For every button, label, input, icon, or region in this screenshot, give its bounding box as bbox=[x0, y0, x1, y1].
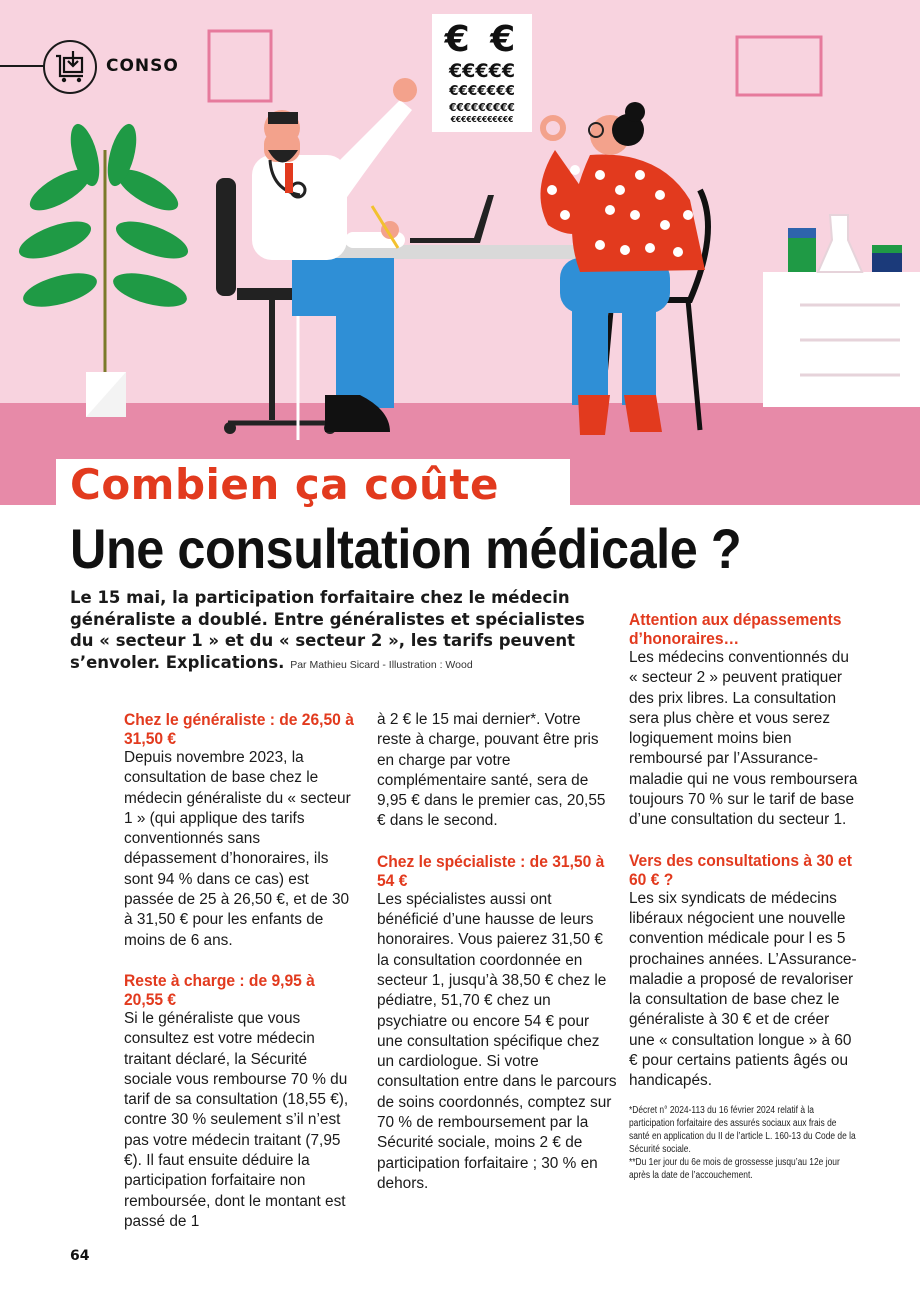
title-kicker: Combien ça coûte bbox=[70, 460, 499, 509]
column-3 bbox=[629, 610, 859, 1182]
author-credit: Par Mathieu Sicard - Illustration : Wood bbox=[290, 658, 473, 671]
section-heading: Reste à charge : de 9,95 à 20,55 € bbox=[124, 970, 315, 1009]
section-heading: Chez le spécialiste : de 31,50 à 54 € bbox=[377, 851, 605, 890]
section-body: Depuis novembre 2023, la consultation de base chez le médecin généraliste du « secteur 1 » (qui applique des tarifs conventionnés sans dépassement d’honoraires, ils sont 94 % dans ce cas) est passée de 25 à 26,50 €, et de 30 à 31,50 € pour les enfants de moins de 6 ans. bbox=[124, 749, 351, 949]
eye-chart-row: €€€€€€€€€ bbox=[449, 102, 515, 113]
footnote: *Décret n° 2024-113 du 16 février 2024 relatif à la participation forfaitaire des assurés sociaux aux frais de santé en application du II de l’article L. 160-13 du Code de la Sécurité sociale. bbox=[629, 1104, 856, 1155]
section-rule bbox=[0, 65, 44, 67]
section-body: Les médecins conventionnés du « secteur 2 » peuvent pratiquer des prix libres. La consultation sera plus chère et vous serez logiquement moins bien remboursé par l’Assurance-maladie qui ne vous remboursera toujours 70 % sur le tarif de base d’une consultation du secteur 1. bbox=[629, 649, 858, 829]
lead-text: Le 15 mai, la participation forfaitaire chez le médecin généraliste a doublé. Entre généralistes et spécialistes du « secteur 1 » et du « secteur 2 », les tarifs peuvent s’envoler. Explications. bbox=[70, 588, 585, 672]
lead-paragraph bbox=[70, 587, 600, 676]
footnote: **Du 1er jour du 6e mois de grossesse jusqu’au 12e jour après la date de l’accouchement. bbox=[629, 1156, 840, 1181]
section-body: Les six syndicats de médecins libéraux négocient une nouvelle convention médicale pour l es 5 prochaines années. L’Assurance-maladie a proposé de revaloriser la consultation de base chez le généraliste à 30 € et de créer une « consultation longue » à 60 € pour certains patients âgés ou handicapés. bbox=[629, 889, 857, 1090]
section-heading: Chez le généraliste : de 26,50 à 31,50 € bbox=[124, 710, 354, 748]
eye-chart-row: €€€€€€€€€€€€ bbox=[450, 116, 514, 124]
column-1 bbox=[124, 710, 356, 1232]
section-heading: Vers des consultations à 30 et 60 € ? bbox=[629, 850, 852, 889]
section-body: à 2 € le 15 mai dernier*. Votre reste à charge, pouvant être pris en charge par votre complémentaire santé, sera de 9,95 € dans le premier cas, 20,55 € dans le second. bbox=[377, 711, 606, 830]
page-number: 64 bbox=[70, 1248, 90, 1264]
footnotes bbox=[629, 1104, 858, 1182]
eye-chart-row: €€€€€ bbox=[448, 62, 516, 81]
page-title: Une consultation médicale ? bbox=[70, 517, 742, 580]
section-label: CONSO bbox=[106, 56, 179, 76]
eye-chart-sign bbox=[432, 14, 532, 132]
eye-chart-row: € € bbox=[444, 22, 520, 58]
section-body: Les spécialistes aussi ont bénéficié d’une hausse de leurs honoraires. Vous paierez 31,50 € la consultation coordonnée en secteur 1, jusqu’à 38,50 € chez le pédiatre, 51,70 € chez un psychiatre ou encore 54 € pour une consultation spécifique chez un cardiologue. Si votre consultation entre dans le parcours de soins coordonnés, comptez sur 70 % de remboursement par la Sécurité sociale, moins 2 € de participation forfaitaire ; 30 % en dehors. bbox=[377, 890, 617, 1192]
column-2 bbox=[377, 710, 617, 1194]
cart-download-icon bbox=[43, 40, 97, 94]
eye-chart-row: €€€€€€€ bbox=[449, 85, 515, 99]
section-heading: Attention aux dépassements d’honoraires… bbox=[629, 610, 842, 648]
section-body: Si le généraliste que vous consultez est votre médecin traitant déclaré, la Sécurité sociale vous rembourse 70 % du tarif de sa consultation (18,55 €), contre 30 % seulement s’il n’est pas votre médecin traitant (7,95 €). Il faut ensuite déduire la participation forfaitaire non remboursée, dont le montant est passé de 1 bbox=[124, 1009, 349, 1230]
